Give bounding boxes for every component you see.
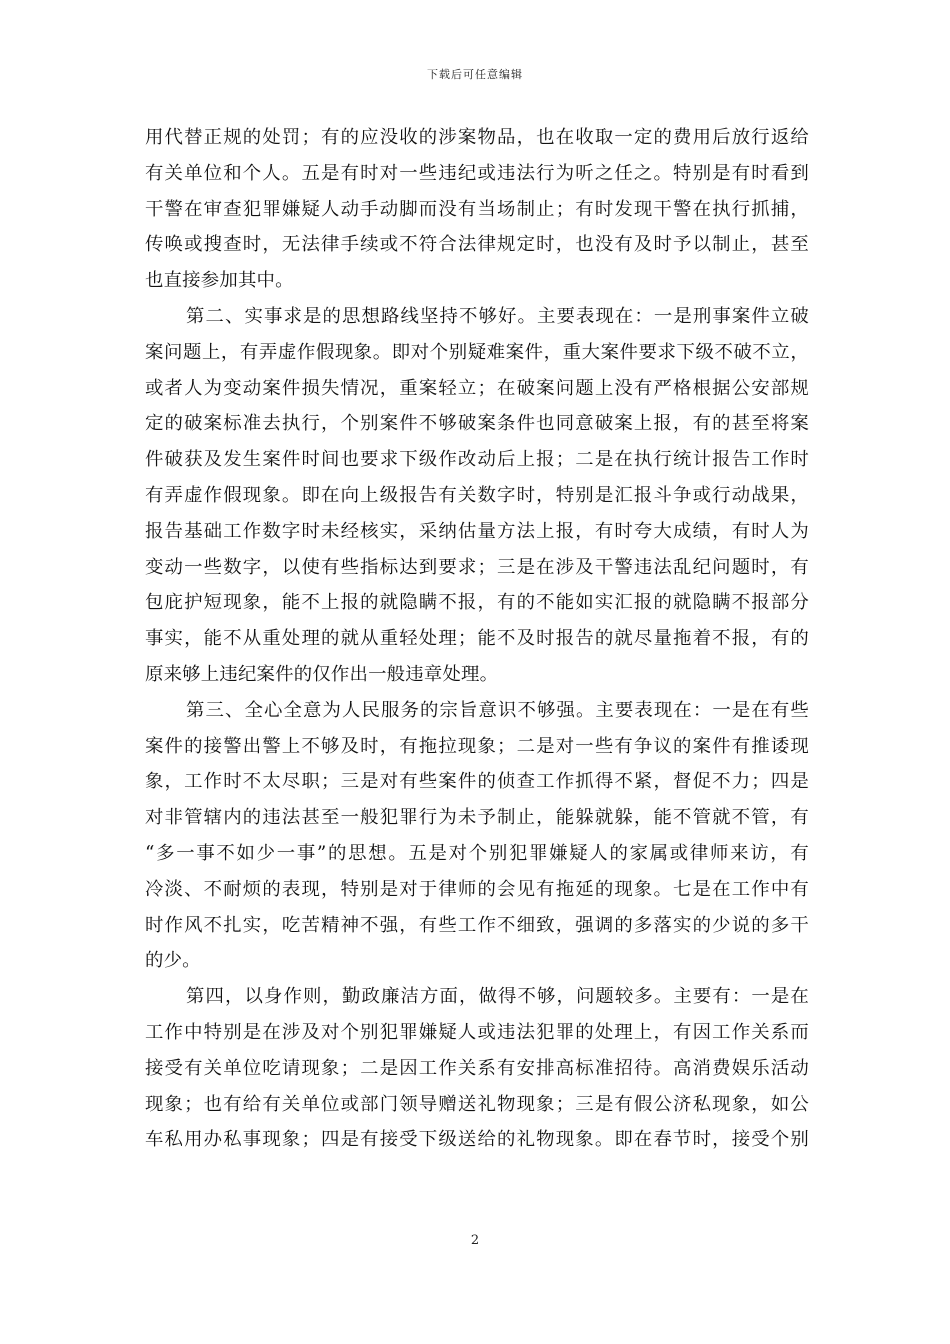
body-line: 案问题上，有弄虚作假现象。即对个别疑难案件，重大案件要求下级不破不立，	[145, 341, 809, 363]
body-line: 件破获及发生案件时间也要求下级作改动后上报；二是在执行统计报告工作时	[145, 449, 809, 471]
body-line: 用代替正规的处罚；有的应没收的涉案物品，也在收取一定的费用后放行返给	[145, 127, 809, 148]
body-line: 案件的接警出警上不够及时，有拖拉现象；二是对一些有争议的案件有推诿现	[145, 735, 809, 757]
body-line: 现象；也有给有关单位或部门领导赠送礼物现象；三是有假公济私现象，如公	[145, 1093, 809, 1115]
body-line: 有关单位和个人。五是有时对一些违纪或违法行为听之任之。特别是有时看到	[145, 162, 809, 184]
body-line: 象，工作时不太尽职；三是对有些案件的侦查工作抓得不紧，督促不力；四是	[145, 771, 809, 793]
body-line: 报告基础工作数字时未经核实，采纳估量方法上报，有时夸大成绩，有时人为	[145, 520, 809, 542]
paragraph-start-line: 第四，以身作则，勤政廉洁方面，做得不够，问题较多。主要有：一是在	[186, 986, 809, 1008]
body-line: 对非管辖内的违法甚至一般犯罪行为未予制止，能躲就躲，能不管就不管，有	[145, 807, 809, 829]
body-line: 有弄虚作假现象。即在向上级报告有关数字时，特别是汇报斗争或行动战果，	[145, 484, 809, 506]
body-line: 变动一些数字，以使有些指标达到要求；三是在涉及干警违法乱纪问题时，有	[145, 556, 809, 578]
body-line: 车私用办私事现象；四是有接受下级送给的礼物现象。即在春节时，接受个别	[145, 1129, 809, 1151]
document-body	[145, 120, 809, 1158]
body-line: 事实，能不从重处理的就从重轻处理；能不及时报告的就尽量拖着不报，有的	[145, 628, 809, 650]
body-line: 时作风不扎实，吃苦精神不强，有些工作不细致，强调的多落实的少说的多干	[145, 914, 809, 936]
body-line: 或者人为变动案件损失情况，重案轻立；在破案问题上没有严格根据公安部规	[145, 377, 809, 399]
page-number: 2	[470, 1233, 480, 1248]
paragraph-start-line: 第三、全心全意为人民服务的宗旨意识不够强。主要表现在：一是在有些	[186, 699, 809, 721]
body-line: 传唤或搜查时，无法律手续或不符合法律规定时，也没有及时予以制止，甚至	[145, 234, 809, 256]
body-line: 冷淡、不耐烦的表现，特别是对于律师的会见有拖延的现象。七是在工作中有	[145, 878, 809, 900]
paragraph-start-line: 第二、实事求是的思想路线坚持不够好。主要表现在：一是刑事案件立破	[186, 305, 809, 327]
body-line: 的少。	[145, 950, 201, 972]
body-line: “多一事不如少一事”的思想。五是对个别犯罪嫌疑人的家属或律师来访，有	[145, 842, 809, 864]
body-line: 定的破案标准去执行，个别案件不够破案条件也同意破案上报，有的甚至将案	[145, 413, 809, 435]
body-line: 工作中特别是在涉及对个别犯罪嫌疑人或违法犯罪的处理上，有因工作关系而	[145, 1021, 809, 1043]
body-line: 也直接参加其中。	[145, 270, 294, 292]
body-line: 原来够上违纪案件的仅作出一般违章处理。	[145, 663, 499, 685]
body-line: 包庇护短现象，能不上报的就隐瞒不报，有的不能如实汇报的就隐瞒不报部分	[145, 592, 809, 614]
body-line: 干警在审查犯罪嫌疑人动手动脚而没有当场制止；有时发现干警在执行抓捕，	[145, 198, 809, 220]
body-line: 接受有关单位吃请现象；二是因工作关系有安排高标准招待。高消费娱乐活动	[145, 1057, 809, 1079]
page-header: 下载后可任意编辑	[427, 68, 523, 81]
